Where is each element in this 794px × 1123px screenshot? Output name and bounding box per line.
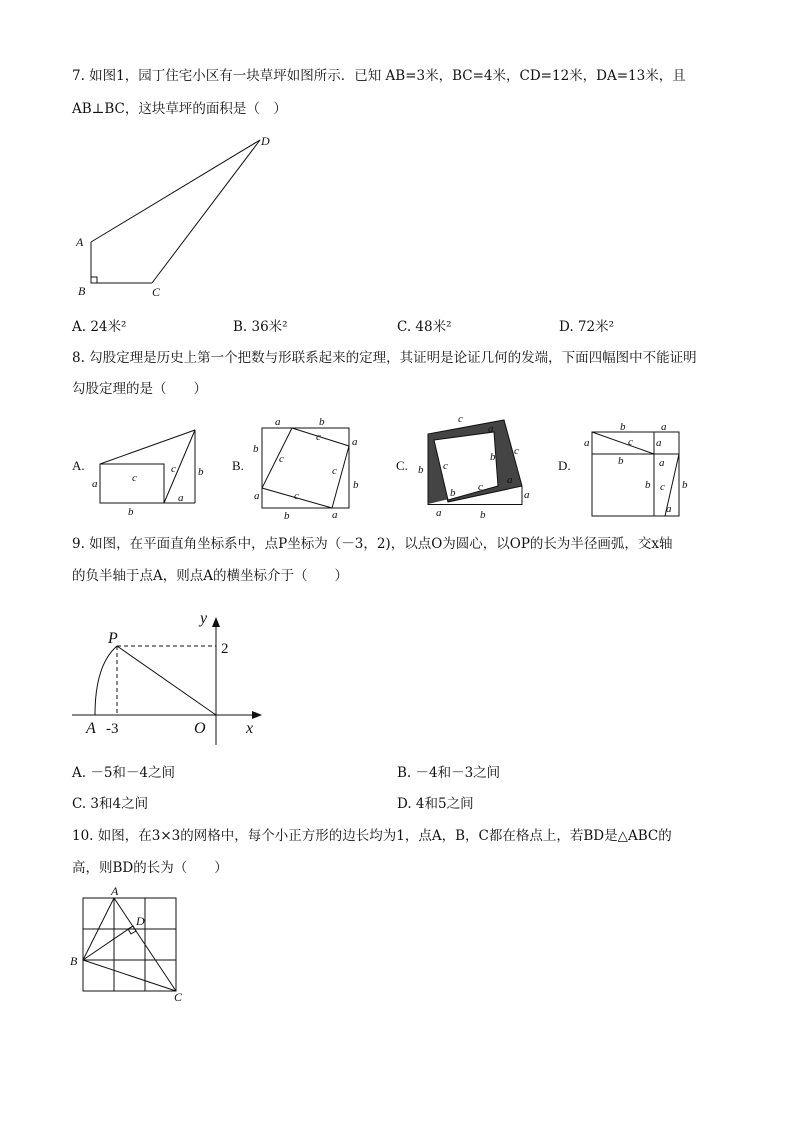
q8b-label-c2: c bbox=[279, 453, 284, 465]
q8a-label-b2: b bbox=[198, 466, 204, 478]
q9-option-a: A. －5和－4之间 bbox=[72, 765, 176, 781]
q8b-label-a2: a bbox=[352, 436, 358, 448]
q8c-label-c2: c bbox=[514, 445, 519, 457]
q8-option-b-letter: B. bbox=[232, 458, 244, 473]
q9-text-line1: 9. 如图，在平面直角坐标系中，点P坐标为（－3，2)，以点O为圆心，以OP的长为半径画弧，交x轴 bbox=[72, 536, 673, 552]
q8-option-d-letter: D. bbox=[558, 458, 571, 473]
q8d-label-c2: c bbox=[660, 481, 665, 493]
q9-label-x: x bbox=[246, 720, 254, 737]
q8d-label-a4: a bbox=[666, 503, 672, 515]
q8-figure-b bbox=[232, 412, 362, 524]
q8a-label-b: b bbox=[128, 506, 134, 518]
q8b-label-b1: b bbox=[319, 416, 325, 428]
q10-label-c: C bbox=[174, 990, 183, 1004]
q7-label-d: D bbox=[261, 134, 270, 148]
q8c-label-b1: b bbox=[418, 464, 424, 476]
q7-figure bbox=[70, 130, 280, 300]
q9-option-b: B. －4和－3之间 bbox=[397, 765, 501, 781]
q10-text-line2: 高，则BD的长为（ ） bbox=[72, 860, 228, 876]
q8a-label-a2: a bbox=[178, 492, 184, 504]
q8-option-c-letter: C. bbox=[396, 458, 408, 473]
q9-text-line2: 的负半轴于点A，则点A的横坐标介于（ ） bbox=[72, 568, 348, 584]
q8c-label-b2: b bbox=[490, 451, 496, 463]
y-axis-arrow-icon bbox=[212, 617, 220, 627]
q8d-label-c1: c bbox=[628, 436, 633, 448]
q8d-label-a5: a bbox=[659, 457, 665, 469]
q7-label-c: C bbox=[152, 285, 161, 299]
q7-option-d: D. 72米² bbox=[559, 319, 615, 335]
q8c-label-c3: c bbox=[443, 460, 448, 472]
q8c-label-a4: a bbox=[436, 507, 442, 519]
q10-text-line1: 10. 如图，在3×3的网格中，每个小正方形的边长均为1，点A，B，C都在格点上，若BD是△ABC的 bbox=[72, 828, 672, 844]
q8c-label-a3: a bbox=[524, 489, 530, 501]
q9-label-2: 2 bbox=[221, 641, 229, 657]
q8-text-line1: 8. 勾股定理是历史上第一个把数与形联系起来的定理，其证明是论证几何的发端，下面四幅图中不能证明 bbox=[72, 350, 697, 366]
q8c-label-a1: a bbox=[488, 423, 494, 435]
q8c-label-b4: b bbox=[480, 509, 486, 521]
q7-option-b: B. 36米² bbox=[233, 319, 288, 335]
q10-label-d: D bbox=[136, 914, 145, 928]
q9-option-d: D. 4和5之间 bbox=[397, 796, 474, 812]
q8a-label-a: a bbox=[92, 478, 98, 490]
q8b-label-c4: c bbox=[294, 490, 299, 502]
q7-text-line2: AB⊥BC，这块草坪的面积是（ ） bbox=[72, 101, 287, 117]
q8d-label-b2: b bbox=[618, 455, 624, 467]
q10-figure bbox=[68, 883, 193, 1005]
q8-option-a-letter: A. bbox=[72, 458, 85, 473]
q8d-label-a3: a bbox=[584, 437, 590, 449]
q8b-label-b4: b bbox=[253, 443, 259, 455]
q9-label-a: A bbox=[86, 720, 96, 737]
q8c-label-b3: b bbox=[450, 487, 456, 499]
q7-option-a: A. 24米² bbox=[72, 319, 127, 335]
q8d-label-b1: b bbox=[620, 421, 626, 433]
q8b-label-a4: a bbox=[254, 490, 260, 502]
q8c-label-c1: c bbox=[458, 413, 463, 425]
q9-label-p: P bbox=[108, 630, 118, 647]
q8c-label-a2: a bbox=[507, 474, 513, 486]
q10-label-b: B bbox=[70, 954, 78, 968]
q7-label-a: A bbox=[76, 235, 84, 249]
q10-label-a: A bbox=[111, 884, 119, 898]
q8d-label-b4: b bbox=[682, 479, 688, 491]
q8a-label-c2: c bbox=[171, 463, 176, 475]
x-axis-arrow-icon bbox=[252, 711, 262, 719]
q8b-label-b2: b bbox=[353, 479, 359, 491]
q8b-label-b3: b bbox=[284, 510, 290, 522]
q7-option-c: C. 48米² bbox=[397, 319, 452, 335]
q8d-label-b3: b bbox=[645, 479, 651, 491]
q8-figure-a bbox=[70, 420, 220, 520]
q7-label-b: B bbox=[78, 284, 86, 298]
q9-figure bbox=[70, 605, 270, 750]
q8-figure-c bbox=[394, 410, 539, 522]
q8b-label-a1: a bbox=[275, 416, 281, 428]
q8b-label-a3: a bbox=[332, 509, 338, 521]
q8b-label-c3: c bbox=[332, 465, 337, 477]
q9-option-c: C. 3和4之间 bbox=[72, 796, 149, 812]
q9-label-o: O bbox=[194, 720, 206, 737]
q9-label-neg3: -3 bbox=[106, 721, 119, 737]
q9-label-y: y bbox=[200, 610, 208, 627]
q8d-label-a1: a bbox=[661, 421, 667, 433]
q7-text-line1: 7. 如图1，园丁住宅小区有一块草坪如图所示．已知 AB=3米，BC=4米，CD=12米，DA=13米，且 bbox=[72, 68, 686, 84]
q8a-label-c: c bbox=[132, 472, 137, 484]
q8c-label-c4: c bbox=[478, 481, 483, 493]
q8-text-line2: 勾股定理的是（ ） bbox=[72, 381, 207, 397]
q8-figure-d bbox=[556, 410, 701, 522]
q8b-label-c1: c bbox=[316, 431, 321, 443]
q8d-label-a2: a bbox=[656, 437, 662, 449]
